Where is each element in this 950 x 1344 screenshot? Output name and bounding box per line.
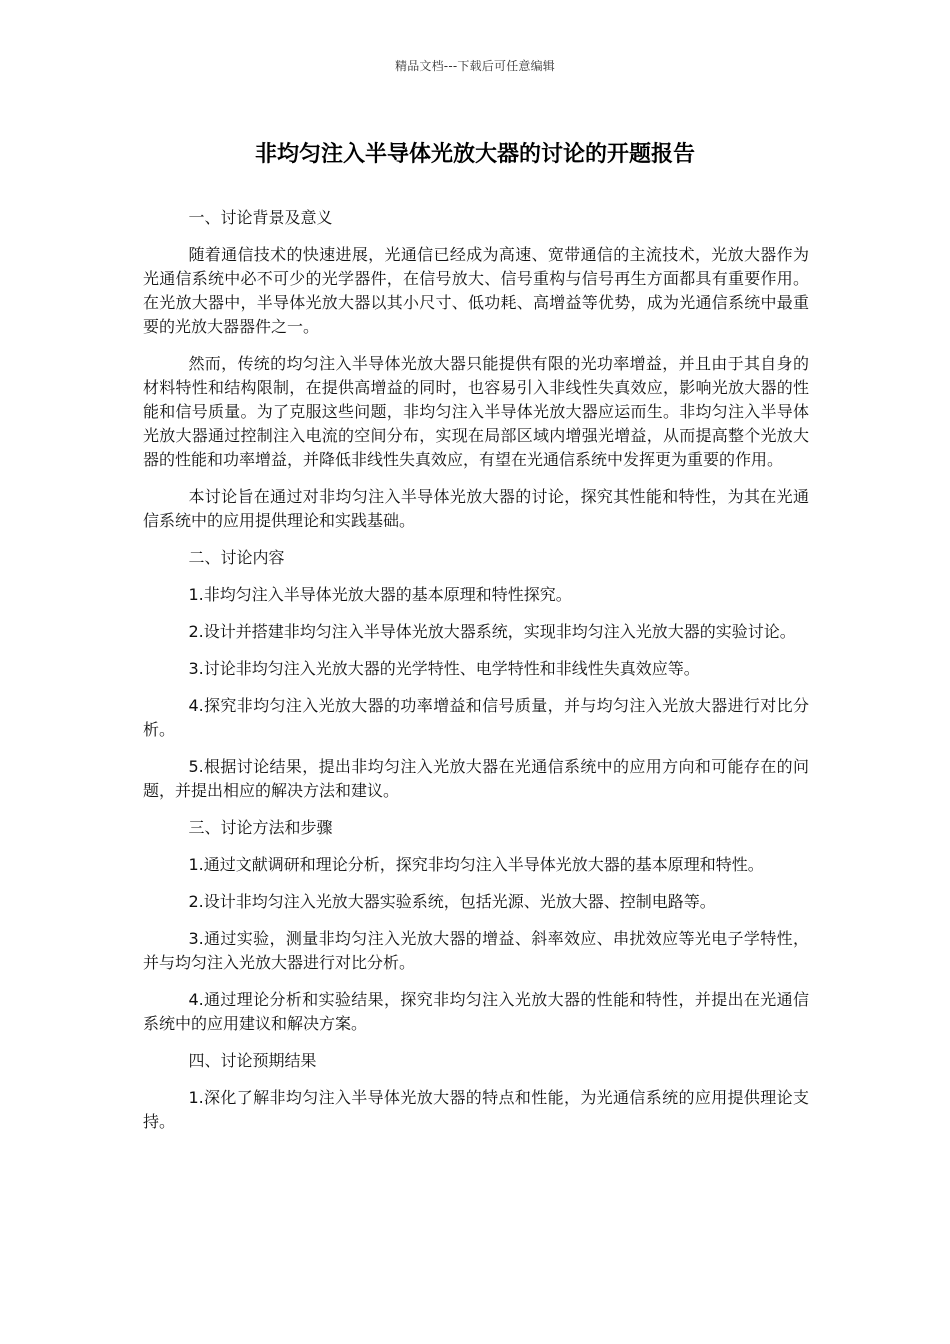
- paragraph: 本讨论旨在通过对非均匀注入半导体光放大器的讨论，探究其性能和特性，为其在光通信系统中的应用提供理论和实践基础。: [143, 487, 809, 530]
- section-heading-methods: 三、讨论方法和步骤: [188, 818, 333, 837]
- list-item: 4.探究非均匀注入光放大器的功率增益和信号质量，并与均匀注入光放大器进行对比分析。: [143, 696, 809, 739]
- document-body: [143, 206, 809, 1147]
- section-heading-content: 二、讨论内容: [188, 548, 285, 567]
- paragraph: 随着通信技术的快速进展，光通信已经成为高速、宽带通信的主流技术，光放大器作为光通信系统中必不可少的光学器件，在信号放大、信号重构与信号再生方面都具有重要作用。在光放大器中，半导体光放大器以其小尺寸、低功耗、高增益等优势，成为光通信系统中最重要的光放大器器件之一。: [143, 245, 809, 336]
- list-item: 2.设计非均匀注入光放大器实验系统，包括光源、光放大器、控制电路等。: [188, 892, 716, 911]
- list-item: 3.通过实验，测量非均匀注入光放大器的增益、斜率效应、串扰效应等光电子学特性，并与均匀注入光放大器进行对比分析。: [143, 929, 809, 972]
- list-item: 5.根据讨论结果，提出非均匀注入光放大器在光通信系统中的应用方向和可能存在的问题，并提出相应的解决方法和建议。: [143, 757, 809, 800]
- list-item: 2.设计并搭建非均匀注入半导体光放大器系统，实现非均匀注入光放大器的实验讨论。: [188, 622, 796, 641]
- section-heading-expected-results: 四、讨论预期结果: [188, 1051, 317, 1070]
- paragraph: 然而，传统的均匀注入半导体光放大器只能提供有限的光功率增益，并且由于其自身的材料特性和结构限制，在提供高增益的同时，也容易引入非线性失真效应，影响光放大器的性能和信号质量。为了克服这些问题，非均匀注入半导体光放大器应运而生。非均匀注入半导体光放大器通过控制注入电流的空间分布，实现在局部区域内增强光增益，从而提高整个光放大器的性能和功率增益，并降低非线性失真效应，有望在光通信系统中发挥更为重要的作用。: [143, 354, 809, 469]
- list-item: 1.通过文献调研和理论分析，探究非均匀注入半导体光放大器的基本原理和特性。: [188, 855, 764, 874]
- list-item: 1.非均匀注入半导体光放大器的基本原理和特性探究。: [188, 585, 572, 604]
- list-item: 1.深化了解非均匀注入半导体光放大器的特点和性能，为光通信系统的应用提供理论支持。: [143, 1088, 809, 1131]
- list-item: 4.通过理论分析和实验结果，探究非均匀注入光放大器的性能和特性，并提出在光通信系统中的应用建议和解决方案。: [143, 990, 809, 1033]
- section-heading-background: 一、讨论背景及意义: [188, 208, 333, 227]
- header-note: 精品文档---下载后可任意编辑: [395, 59, 555, 73]
- list-item: 3.讨论非均匀注入光放大器的光学特性、电学特性和非线性失真效应等。: [188, 659, 700, 678]
- document-title: 非均匀注入半导体光放大器的讨论的开题报告: [254, 142, 695, 167]
